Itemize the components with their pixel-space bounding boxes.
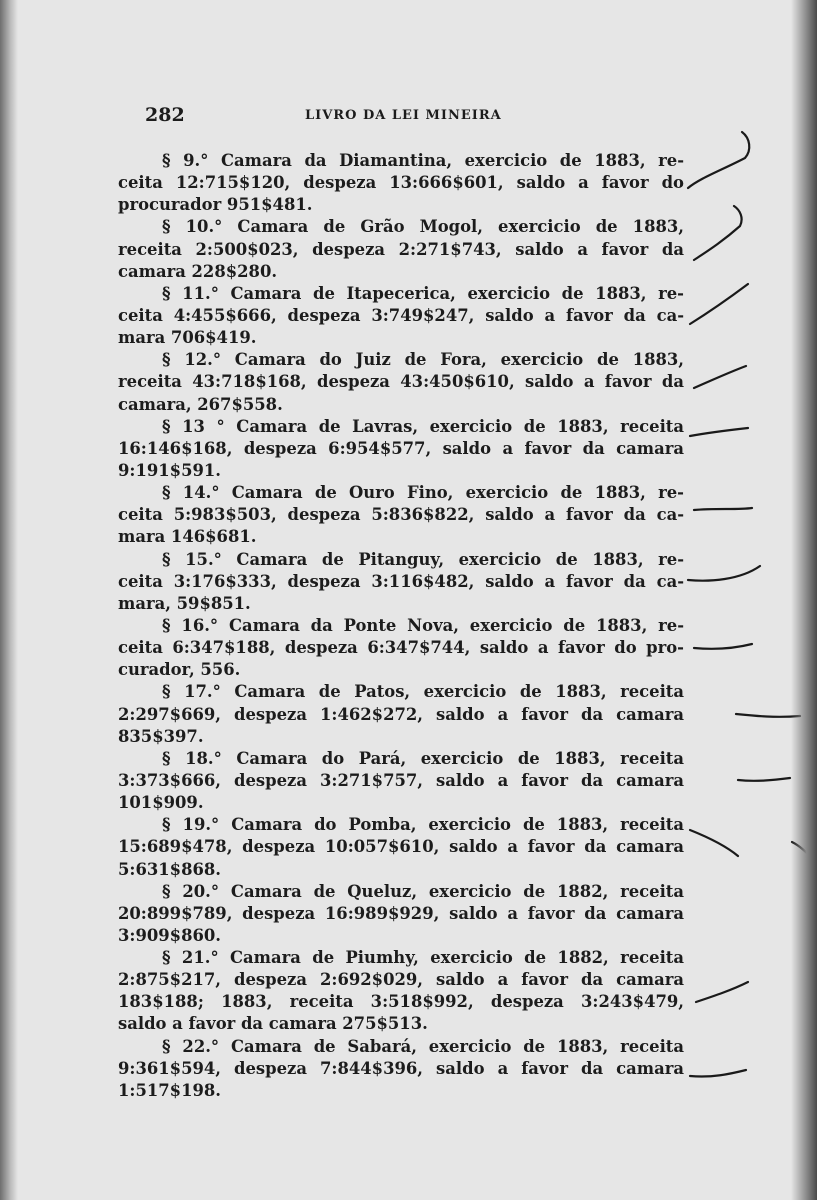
text-line: receita 2:500$023, despeza 2:271$743, saldo a favor da	[118, 239, 684, 259]
text-line: 835$397.	[118, 726, 204, 746]
text-line: ceita 3:176$333, despeza 3:116$482, saldo a favor da ca-	[118, 571, 684, 591]
text-line: § 20.° Camara de Queluz, exercicio de 1882, receita	[162, 881, 684, 901]
checkmark-15	[688, 566, 760, 581]
text-line: § 14.° Camara de Ouro Fino, exercicio de 1883, re-	[162, 483, 684, 503]
text-line: 9:361$594, despeza 7:844$396, saldo a favor da camara	[118, 1058, 684, 1078]
text-line: 20:899$789, despeza 16:989$929, saldo a favor da camara	[118, 903, 684, 923]
text-line: receita 43:718$168, despeza 43:450$610, saldo a favor da	[118, 372, 684, 392]
text-line: mara 706$419.	[118, 328, 257, 348]
text-line: mara 146$681.	[118, 527, 257, 547]
text-line: 1:517$198.	[118, 1080, 221, 1100]
text-line: 15:689$478, despeza 10:057$610, saldo a favor da camara	[118, 837, 684, 857]
text-line: saldo a favor da camara 275$513.	[118, 1014, 428, 1034]
checkmark-12	[694, 366, 746, 388]
text-line: § 15.° Camara de Pitanguy, exercicio de 1883, re-	[162, 549, 684, 569]
text-line: curador, 556.	[118, 660, 241, 680]
checkmark-10	[694, 206, 742, 260]
checkmark-22	[690, 1070, 746, 1077]
text-line: § 12.° Camara do Juiz de Fora, exercicio de 1883,	[162, 350, 684, 370]
running-title: LIVRO DA LEI MINEIRA	[305, 108, 502, 123]
text-line: ceita 6:347$188, despeza 6:347$744, saldo a favor do pro-	[118, 638, 684, 658]
text-line: 3:909$860.	[118, 925, 221, 945]
text-line: § 21.° Camara de Piumhy, exercicio de 1882, receita	[162, 948, 684, 968]
text-line: ceita 12:715$120, despeza 13:666$601, saldo a favor do	[118, 173, 684, 193]
checkmark-11	[690, 284, 748, 324]
text-line: camara 228$280.	[118, 261, 278, 281]
text-line: § 9.° Camara da Diamantina, exercicio de 1883, re-	[162, 151, 684, 170]
checkmark-19	[690, 830, 738, 856]
text-line: ceita 4:455$666, despeza 3:749$247, saldo a favor da ca-	[118, 305, 684, 325]
text-line: § 13 ° Camara de Lavras, exercicio de 1883, receita	[162, 416, 684, 436]
text-line: § 17.° Camara de Patos, exercicio de 1883, receita	[162, 682, 684, 702]
text-line: mara, 59$851.	[118, 593, 251, 613]
checkmark-13	[690, 428, 748, 436]
text-line: ceita 5:983$503, despeza 5:836$822, saldo a favor da ca-	[118, 505, 684, 525]
checkmark-16	[694, 644, 752, 649]
text-line: procurador 951$481.	[118, 195, 313, 215]
checkmark-17	[736, 714, 800, 717]
text-line: 2:875$217, despeza 2:692$029, saldo a favor da camara	[118, 970, 684, 990]
margin-stroke	[792, 842, 812, 858]
checkmark-21	[696, 982, 748, 1002]
text-line: 183$188; 1883, receita 3:518$992, despeza 3:243$479,	[118, 992, 684, 1012]
page-number: 282	[145, 104, 185, 126]
text-line: 9:191$591.	[118, 460, 221, 480]
checkmark-14	[694, 508, 752, 510]
text-line: § 10.° Camara de Grão Mogol, exercicio de 1883,	[162, 217, 684, 237]
text-line: § 18.° Camara do Pará, exercicio de 1883, receita	[162, 748, 684, 768]
text-line: 2:297$669, despeza 1:462$272, saldo a favor da camara	[118, 704, 684, 724]
text-line: § 11.° Camara de Itapecerica, exercicio de 1883, re-	[162, 283, 684, 303]
text-line: 16:146$168, despeza 6:954$577, saldo a favor da camara	[118, 438, 684, 458]
text-line: § 19.° Camara do Pomba, exercicio de 1883, receita	[162, 815, 684, 835]
text-line: camara, 267$558.	[118, 394, 283, 414]
checkmark-9	[688, 132, 749, 188]
checkmark-18	[738, 778, 790, 781]
text-line: 3:373$666, despeza 3:271$757, saldo a favor da camara	[118, 770, 684, 790]
text-line: 5:631$868.	[118, 859, 221, 879]
text-line: § 16.° Camara da Ponte Nova, exercicio de 1883, re-	[162, 615, 684, 635]
text-line: 101$909.	[118, 793, 204, 813]
text-line: § 22.° Camara de Sabará, exercicio de 1883, receita	[162, 1036, 684, 1056]
